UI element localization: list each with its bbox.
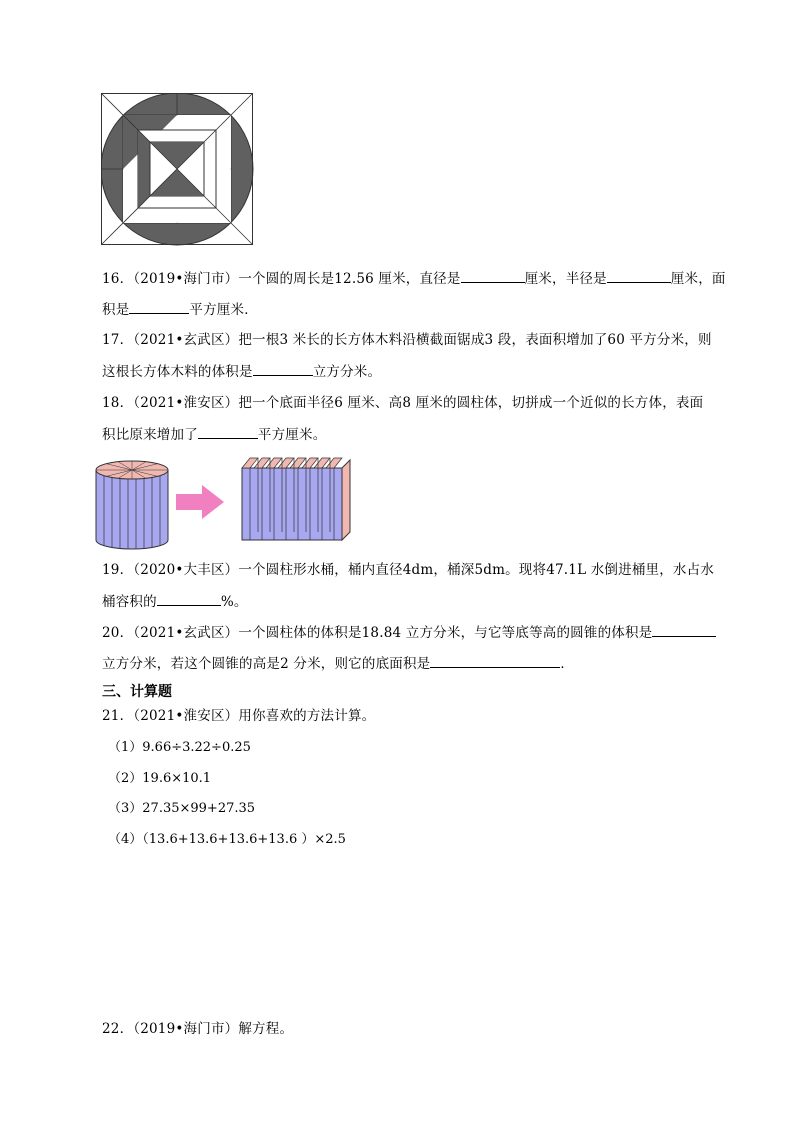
q21-item-4: （4）（13.6+13.6+13.6+13.6 ）×2.5 (108, 832, 346, 847)
q16-text-4: 积是 (102, 302, 130, 318)
q16-text-2: 厘米，半径是 (524, 271, 607, 287)
question-18-line1 (102, 393, 703, 413)
q19-text-2: 桶容积的 (102, 594, 157, 610)
q16-text-1: 16．（2019•海门市）一个圆的周长是12.56 厘米，直径是 (102, 271, 461, 287)
q18-blank-area[interactable] (198, 424, 258, 439)
question-20-line1 (102, 622, 716, 643)
q17-text-3: 立方分米。 (312, 364, 382, 380)
q20-text-1: 20．（2021•玄武区）一个圆柱体的体积是18.84 立方分米，与它等底等高的圆锥的体积是 (102, 625, 653, 641)
q16-blank-area[interactable] (129, 299, 189, 314)
q16-text-3: 厘米，面 (670, 271, 726, 287)
q21-item-3: （3）27.35×99+27.35 (108, 801, 256, 816)
q21-item-1: （1）9.66÷3.22÷0.25 (108, 740, 251, 755)
q17-blank-volume[interactable] (253, 361, 313, 376)
q20-text-2: 立方分米，若这个圆锥的高是2 分米，则它的底面积是 (102, 656, 431, 672)
q16-text-5: 平方厘米． (189, 302, 258, 318)
q19-text-3: %。 (220, 594, 248, 610)
question-18-line2 (102, 424, 326, 445)
q20-blank-base-area[interactable] (430, 653, 560, 668)
q18-text-1: 18．（2021•淮安区）把一个底面半径6 厘米、高8 厘米的圆柱体，切拼成一个近似的长方体，表面 (102, 395, 704, 411)
q20-blank-cone-volume[interactable] (652, 622, 716, 637)
cuboid-shape (242, 458, 350, 540)
cylinder-shape (96, 461, 168, 549)
cylinder-to-cuboid-figure (94, 452, 354, 552)
question-19-line1 (102, 560, 714, 580)
question-22-title: 22．（2019•海门市）解方程。 (102, 1021, 294, 1037)
question-16-line2 (102, 299, 258, 320)
q16-blank-diameter[interactable] (461, 268, 525, 283)
q20-text-3: ． (560, 656, 575, 672)
question-17-line1 (102, 330, 712, 350)
section-heading-calculation: 三、计算题 (102, 684, 172, 700)
q18-text-2: 积比原来增加了 (102, 427, 198, 443)
square-circle-figure (101, 93, 254, 246)
q16-blank-radius[interactable] (607, 268, 671, 283)
q17-text-1: 17．（2021•玄武区）把一根3 米长的长方体木料沿横截面锯成3 段，表面积增加了60 平方分米，则 (102, 332, 712, 348)
q21-item-2: （2）19.6×10.1 (108, 771, 212, 786)
question-16-line1 (102, 268, 726, 289)
q18-text-3: 平方厘米。 (257, 427, 327, 443)
arrow-right-icon (176, 485, 224, 519)
q19-text-1: 19．（2020•大丰区）一个圆柱形水桶，桶内直径4dm，桶深5dm。现将47.1L 水倒进桶里，水占水 (102, 562, 715, 578)
question-19-line2 (102, 591, 248, 612)
q19-blank-percent[interactable] (157, 591, 221, 606)
question-17-line2 (102, 361, 381, 382)
question-20-line2 (102, 653, 574, 674)
q17-text-2: 这根长方体木料的体积是 (102, 364, 253, 380)
question-21-title: 21．（2021•淮安区）用你喜欢的方法计算。 (102, 708, 376, 724)
